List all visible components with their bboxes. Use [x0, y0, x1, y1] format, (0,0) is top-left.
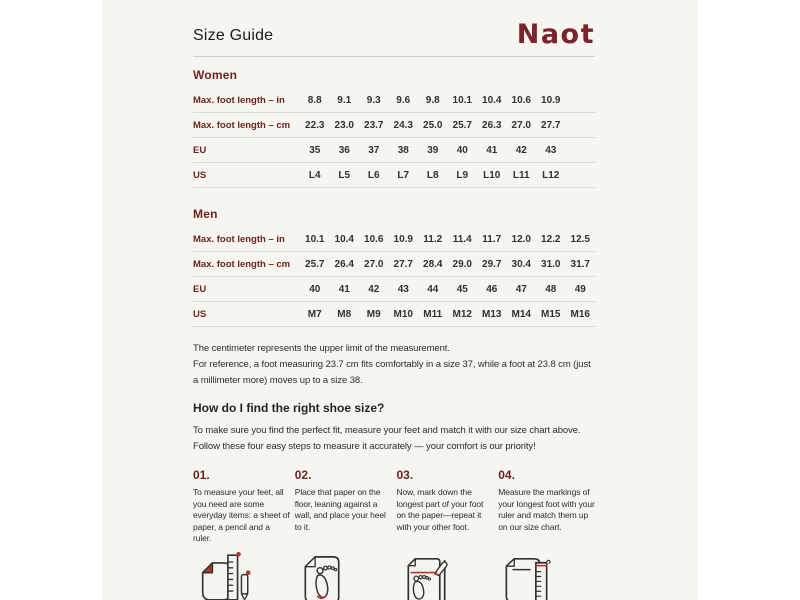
size-value: 28.4 [423, 258, 443, 270]
row-label: Max. foot length – cm [193, 258, 291, 270]
step-1 [193, 468, 290, 600]
size-value: M12 [452, 308, 472, 320]
size-value: 41 [486, 144, 498, 156]
size-value: 37 [368, 144, 380, 156]
size-value: M15 [541, 308, 561, 320]
size-value: 10.9 [541, 94, 561, 106]
step-text: Place that paper on the floor, leaning against a wall, and place your heel to it. [294, 487, 386, 532]
size-value: L6 [367, 169, 380, 181]
measurement-steps [193, 468, 595, 600]
step-number: 02. [294, 468, 312, 482]
size-value: 24.3 [393, 119, 413, 131]
size-value: M7 [307, 308, 322, 320]
size-value: 35 [309, 144, 321, 156]
size-value: 29.7 [482, 258, 502, 270]
size-value: 23.0 [334, 119, 354, 131]
size-value: 27.7 [541, 119, 561, 131]
size-value: L12 [542, 169, 560, 181]
row-label: US [193, 169, 207, 181]
table-row [193, 277, 595, 302]
paper-footprint-heel-icon [295, 549, 392, 600]
paper-pencil-ruler-icon [193, 549, 290, 600]
size-value: 10.1 [305, 233, 325, 245]
size-value: 25.7 [452, 119, 472, 131]
size-value: 11.2 [423, 233, 443, 245]
men-size-table [193, 227, 595, 327]
size-value: 27.0 [364, 258, 384, 270]
naot-logo: Naot [516, 19, 595, 50]
measurement-note-line2: For reference, a foot measuring 23.7 cm fits comfortably in a size 37, while a foot at 23.8 cm (just a millimeter more) moves up to a size 38. [193, 359, 591, 386]
size-value: M16 [570, 308, 590, 320]
size-value: L10 [483, 169, 501, 181]
size-value: 40 [456, 144, 468, 156]
size-value: 10.6 [364, 233, 384, 245]
size-value: 39 [427, 144, 439, 156]
size-value: 29.0 [452, 258, 472, 270]
size-value: L11 [512, 169, 530, 181]
size-value: 11.4 [452, 233, 472, 245]
size-value: M9 [366, 308, 381, 320]
size-value: 11.7 [482, 233, 502, 245]
size-value: L4 [308, 169, 321, 181]
size-value: 49 [574, 283, 586, 295]
header-divider [193, 56, 595, 57]
row-label: Max. foot length – in [193, 94, 285, 106]
size-value: 10.4 [334, 233, 354, 245]
size-value: 10.6 [511, 94, 531, 106]
size-value: 42 [368, 283, 380, 295]
header [193, 21, 595, 53]
step-text: Now, mark down the longest part of your foot on the paper—repeat it with your other foot. [396, 487, 484, 532]
section-title-men: Men [193, 207, 218, 221]
size-value: 22.3 [305, 119, 325, 131]
step-text: Measure the markings of your longest foot with your ruler and match them up on our size chart. [498, 487, 595, 532]
size-value: 44 [427, 283, 439, 295]
page-title: Size Guide [193, 27, 274, 44]
size-value: 31.7 [570, 258, 590, 270]
size-value: M14 [511, 308, 531, 320]
size-value: 10.4 [482, 94, 502, 106]
size-value: 46 [486, 283, 498, 295]
size-value: 25.0 [423, 119, 443, 131]
size-value: 43 [397, 283, 409, 295]
women-size-table [193, 88, 595, 188]
measurement-note-line1: The centimeter represents the upper limit of the measurement. [193, 343, 450, 354]
table-row [193, 227, 595, 252]
row-label: Max. foot length – cm [193, 119, 291, 131]
table-row [193, 88, 595, 113]
size-value: 25.7 [305, 258, 325, 270]
size-guide-card [102, 0, 698, 600]
size-value: 43 [545, 144, 557, 156]
table-row [193, 138, 595, 163]
measure-markings-ruler-icon [498, 549, 595, 600]
size-value: 36 [338, 144, 350, 156]
step-2 [295, 468, 392, 600]
how-to-intro: To make sure you find the perfect fit, measure your feet and match it with our size chart above. Follow these four easy steps to measure it accurately — your comfort is our priority! [193, 425, 581, 452]
size-value: 9.1 [337, 94, 352, 106]
size-guide-content [193, 0, 595, 600]
size-value: 42 [515, 144, 527, 156]
size-value: 12.5 [570, 233, 590, 245]
row-label: Max. foot length – in [193, 233, 285, 245]
size-value: 40 [309, 283, 321, 295]
size-value: 8.8 [307, 94, 322, 106]
size-value: 9.3 [366, 94, 381, 106]
step-4 [498, 468, 595, 600]
size-value: 26.3 [482, 119, 502, 131]
size-value: 48 [545, 283, 557, 295]
row-label: EU [193, 144, 207, 156]
size-value: 41 [338, 283, 350, 295]
size-value: 47 [515, 283, 527, 295]
size-value: M8 [337, 308, 352, 320]
size-value: L9 [456, 169, 469, 181]
step-number: 04. [498, 468, 515, 482]
size-value: 27.7 [393, 258, 413, 270]
size-value: 12.2 [541, 233, 561, 245]
size-value: L8 [426, 169, 439, 181]
size-value: 23.7 [364, 119, 384, 131]
size-value: M11 [423, 308, 443, 320]
table-row [193, 302, 595, 327]
step-3 [397, 468, 494, 600]
size-value: 27.0 [511, 119, 531, 131]
size-value: L7 [397, 169, 410, 181]
size-value: 12.0 [511, 233, 531, 245]
size-value: 10.9 [393, 233, 413, 245]
table-row [193, 163, 595, 188]
step-number: 01. [193, 468, 210, 482]
size-value: 9.8 [425, 94, 440, 106]
size-value: 26.4 [334, 258, 354, 270]
table-row [193, 113, 595, 138]
size-value: 9.6 [396, 94, 411, 106]
size-value: L5 [338, 169, 351, 181]
size-value: 45 [456, 283, 468, 295]
size-value: 31.0 [541, 258, 561, 270]
size-value: 10.1 [452, 94, 472, 106]
row-label: EU [193, 283, 207, 295]
size-value: 38 [397, 144, 409, 156]
step-text: To measure your feet, all you need are some everyday items: a sheet of paper, a pencil and a ruler. [193, 487, 290, 543]
size-value: M10 [393, 308, 413, 320]
row-label: US [193, 308, 207, 320]
how-to-heading: How do I find the right shoe size? [193, 401, 385, 415]
section-title-women: Women [193, 68, 238, 82]
mark-foot-pencil-icon [397, 549, 494, 600]
table-row [193, 252, 595, 277]
size-value: M13 [482, 308, 502, 320]
size-value: 30.4 [511, 258, 531, 270]
step-number: 03. [396, 468, 414, 482]
